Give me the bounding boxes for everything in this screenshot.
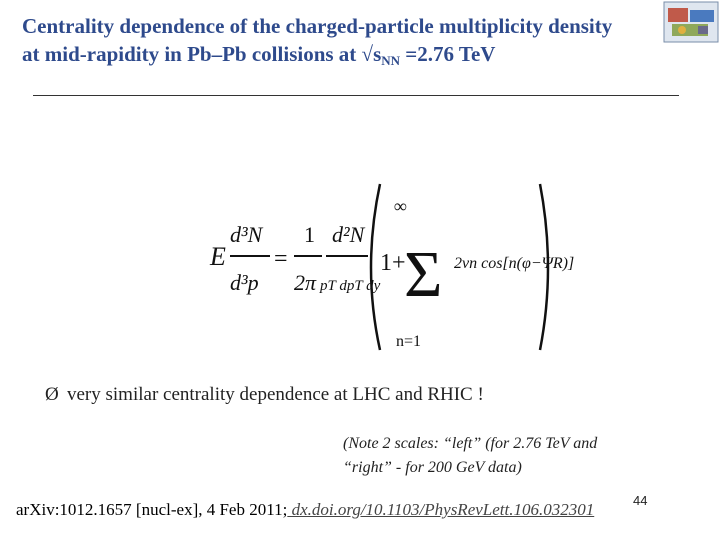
bullet-text: very similar centrality dependence at LHC and RHIC !	[67, 384, 484, 405]
formula-twopi: 2π	[294, 270, 317, 295]
slide-title	[22, 12, 722, 75]
formula-one-plus: 1+	[380, 250, 406, 276]
formula-one: 1	[304, 222, 315, 247]
note-line-2: “right” - for 200 GeV data)	[343, 459, 522, 476]
note-line-1: (Note 2 scales: “left” (for 2.76 TeV and	[343, 435, 598, 452]
formula-denominator: pT dpT dy	[320, 278, 381, 294]
title-dash: –	[211, 42, 223, 66]
page-number: 44	[633, 493, 648, 508]
title-line-2-mid: Pb collisions at √s	[222, 42, 382, 66]
formula-term: 2vn cos[n(φ−ΨR)]	[454, 255, 575, 272]
bullet-arrow-icon: Ø	[45, 384, 59, 405]
title-divider	[33, 95, 679, 96]
doi-link[interactable]: dx.doi.org/10.1103/PhysRevLett.106.032301	[287, 500, 595, 519]
formula-infinity: ∞	[394, 196, 407, 216]
reference-text: arXiv:1012.1657 [nucl-ex], 4 Feb 2011;	[16, 500, 288, 519]
reference	[16, 500, 720, 520]
formula-E: E	[210, 242, 226, 271]
flow-formula	[208, 180, 575, 355]
formula-d3N: d³N	[230, 222, 263, 247]
alice-detector-logo	[662, 0, 720, 44]
formula-d3p: d³p	[230, 270, 259, 295]
formula-d2N: d²N	[332, 222, 365, 247]
formula-equals: =	[274, 246, 288, 272]
title-line-1: Centrality dependence of the charged-particle multiplicity density	[22, 14, 613, 38]
title-subscript: NN	[381, 53, 401, 68]
title-line-2	[22, 40, 722, 75]
title-line-2-suffix: =2.76 TeV	[400, 42, 496, 66]
title-line-2-prefix: at mid-rapidity in Pb	[22, 42, 212, 66]
formula-sum-lower-limit: n=1	[396, 333, 422, 350]
formula-sum-sign: Σ	[404, 238, 443, 311]
bullet-point	[45, 384, 484, 406]
scale-note	[343, 432, 683, 480]
